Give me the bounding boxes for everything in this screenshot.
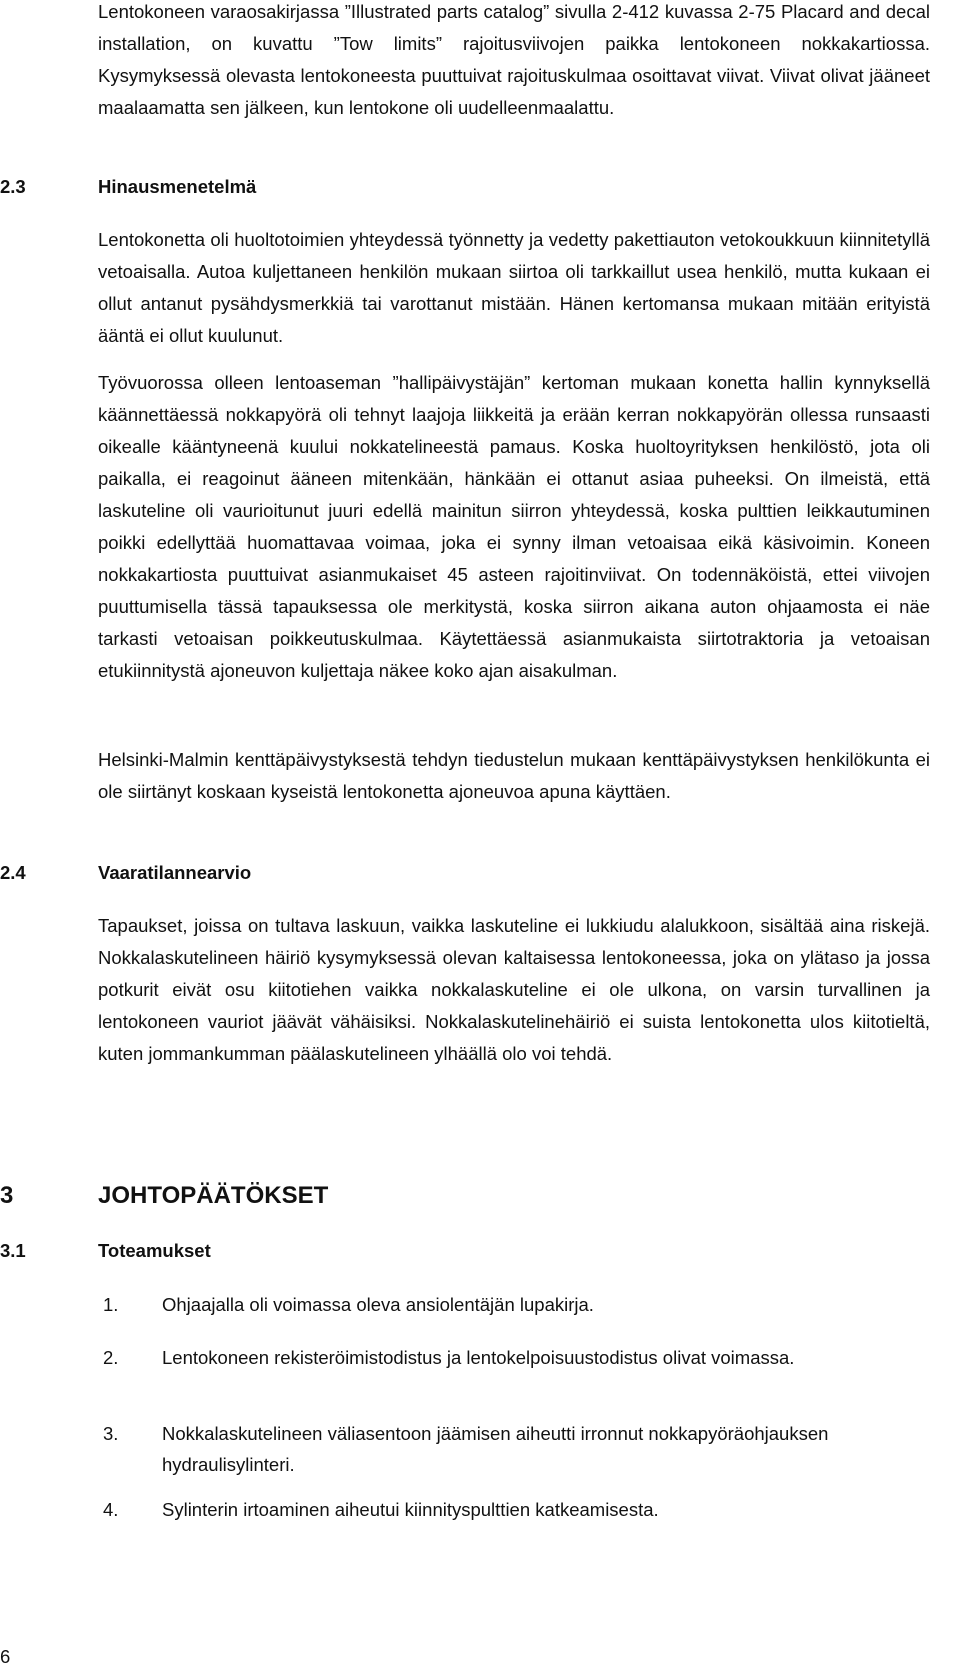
list-item-text: Ohjaajalla oli voimassa oleva ansiolentäjän lupakirja. [162,1294,594,1315]
section-2-3-title: Hinausmenetelmä [98,176,257,197]
section-3-number: 3 [0,1182,14,1209]
page-number: 6 [0,1646,11,1667]
section-2-4-number: 2.4 [0,862,26,883]
list-item-number: 4. [103,1499,119,1520]
list-item-text: Nokkalaskutelineen väliasentoon jäämisen aiheutti irronnut nokkapyöräohjauksen hydraulisylinteri. [162,1423,829,1475]
list-item-number: 2. [103,1347,119,1368]
section-2-3-paragraph-3: Helsinki-Malmin kenttäpäivystyksestä tehdyn tiedustelun mukaan kenttäpäivystyksen henkilökunta ei ole siirtänyt koskaan kyseistä lentokonetta ajoneuvoa apuna käyttäen. [98,749,930,802]
list-item-number: 3. [103,1423,119,1444]
list-item-number: 1. [103,1294,119,1315]
section-3-title: JOHTOPÄÄTÖKSET [98,1182,329,1209]
section-2-4-title: Vaaratilannearvio [98,862,252,883]
section-2-3-paragraph-1: Lentokonetta oli huoltotoimien yhteydessä työnnetty ja vedetty pakettiauton vetokoukkuun kiinnitetyllä vetoaisalla. Autoa kuljettaneen henkilön mukaan siirtoa oli tarkkaillut usea henkilö, mutta kukaan ei ollut antanut pysähdysmerkkiä tai varottanut mistään. Hänen kertomansa mukaan mitään erityistä ääntä ei ollut kuulunut. [98,229,930,346]
section-3-1-title: Toteamukset [98,1240,211,1261]
section-3-1-number: 3.1 [0,1240,26,1261]
section-2-4-paragraph: Tapaukset, joissa on tultava laskuun, vaikka laskuteline ei lukkiudu alalukkoon, sisältää aina riskejä. Nokkalaskutelineen häiriö kysymyksessä olevan kaltaisessa lentokoneessa, joka on ylätaso ja jossa potkurit eivät osu kiitotiehen vaikka nokkalaskuteline ei ole ulkona, on varsin turvallinen ja lentokoneen vauriot jäävät vähäisiksi. Nokkalaskutelinehäiriö ei suista lentokonetta ulos kiitotieltä, kuten jommankumman päälaskutelineen ylhäällä olo voi tehdä. [98,915,930,1064]
section-2-3-paragraph-2: Työvuorossa olleen lentoaseman ”hallipäivystäjän” kertoman mukaan konetta hallin kynnyksellä käännettäessä nokkapyörä oli tehnyt laajoja liikkeitä ja erään kerran nokkapyörän ollessa runsaasti oikealle kääntyneenä kuului nokkatelineestä pamaus. Koska huoltoyrityksen henkilöstö, jota oli paikalla, ei reagoinut ääneen mitenkään, hänkään ei ottanut asiaa puheeksi. On ilmeistä, että laskuteline oli vaurioitunut juuri edellä mainitun siirron yhteydessä, koska pulttien leikkautuminen poikki edellyttää huomattavaa voimaa, joka ei synny ilman vetoaisaa eikä käsivoimin. Koneen nokkakartiosta puuttuivat asianmukaiset 45 asteen rajoitinviivat. On todennäköistä, ettei viivojen puuttumisella tässä tapauksessa ole merkitystä, koska siirron aikana auton ohjaamosta ei näe tarkasti vetoaisan poikkeutuskulmaa. Käytettäessä asianmukaista siirtotraktoria ja vetoaisan etukiinnitystä ajoneuvon kuljettaja näkee koko ajan aisakulman. [98,372,930,681]
section-2-3-number: 2.3 [0,176,26,197]
list-item-text: Sylinterin irtoaminen aiheutui kiinnityspulttien katkeamisesta. [162,1499,659,1520]
intro-paragraph: Lentokoneen varaosakirjassa ”Illustrated parts catalog” sivulla 2-412 kuvassa 2-75 Placard and decal installation, on kuvattu ”Tow limits” rajoitusviivojen paikka lentokoneen nokkakartiossa. Kysymyksessä olevasta lentokoneesta puuttuivat rajoituskulmaa osoittavat viivat. Viivat olivat jääneet maalaamatta sen jälkeen, kun lentokone oli uudelleenmaalattu. [98,1,930,118]
list-item-text: Lentokoneen rekisteröimistodistus ja lentokelpoisuustodistus olivat voimassa. [162,1347,795,1368]
